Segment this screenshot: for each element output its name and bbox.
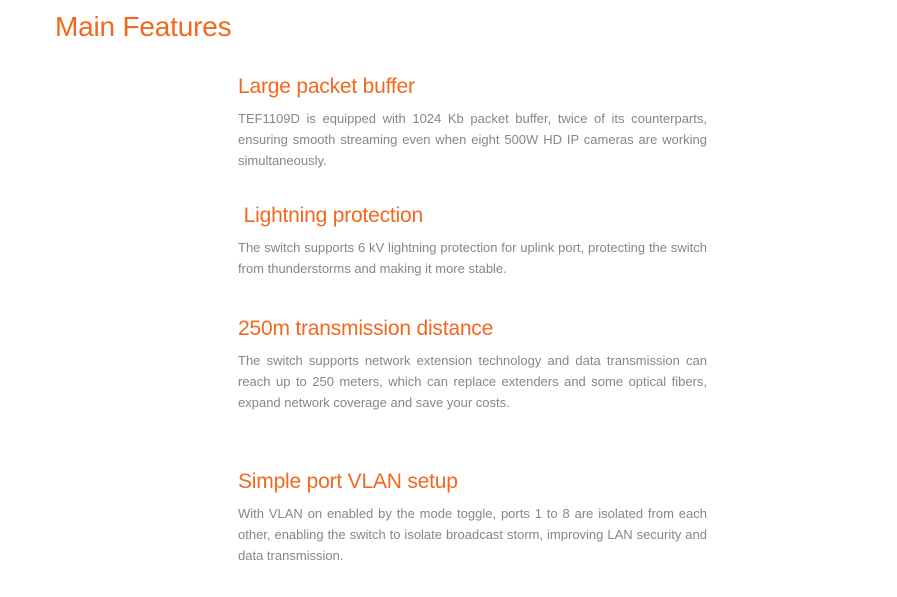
main-features-page [0,10,897,566]
feature-body-lightning-protection: The switch supports 6 kV lightning protection for uplink port, protecting the switch from thunderstorms and making it more stable. [238,240,707,276]
feature-transmission-distance [238,317,707,413]
feature-heading-transmission-distance: 250m transmission distance [238,317,494,340]
feature-large-packet-buffer [238,75,707,171]
feature-lightning-protection [238,204,707,279]
features-list [238,75,707,566]
feature-port-vlan-setup [238,470,707,566]
feature-body-transmission-distance: The switch supports network extension technology and data transmission can reach up to 250 meters, which can replace extenders and some optical fibers, expand network coverage and save your costs. [238,353,707,410]
page-title: Main Features [55,11,232,42]
feature-body-large-packet-buffer: TEF1109D is equipped with 1024 Kb packet buffer, twice of its counterparts, ensuring smooth streaming even when eight 500W HD IP cameras are working simultaneously. [238,111,707,168]
feature-body-port-vlan-setup: With VLAN on enabled by the mode toggle, ports 1 to 8 are isolated from each other, enabling the switch to isolate broadcast storm, improving LAN security and data transmission. [238,506,707,563]
feature-heading-lightning-protection: Lightning protection [238,204,423,227]
feature-heading-large-packet-buffer: Large packet buffer [238,75,415,98]
feature-heading-port-vlan-setup: Simple port VLAN setup [238,470,458,493]
